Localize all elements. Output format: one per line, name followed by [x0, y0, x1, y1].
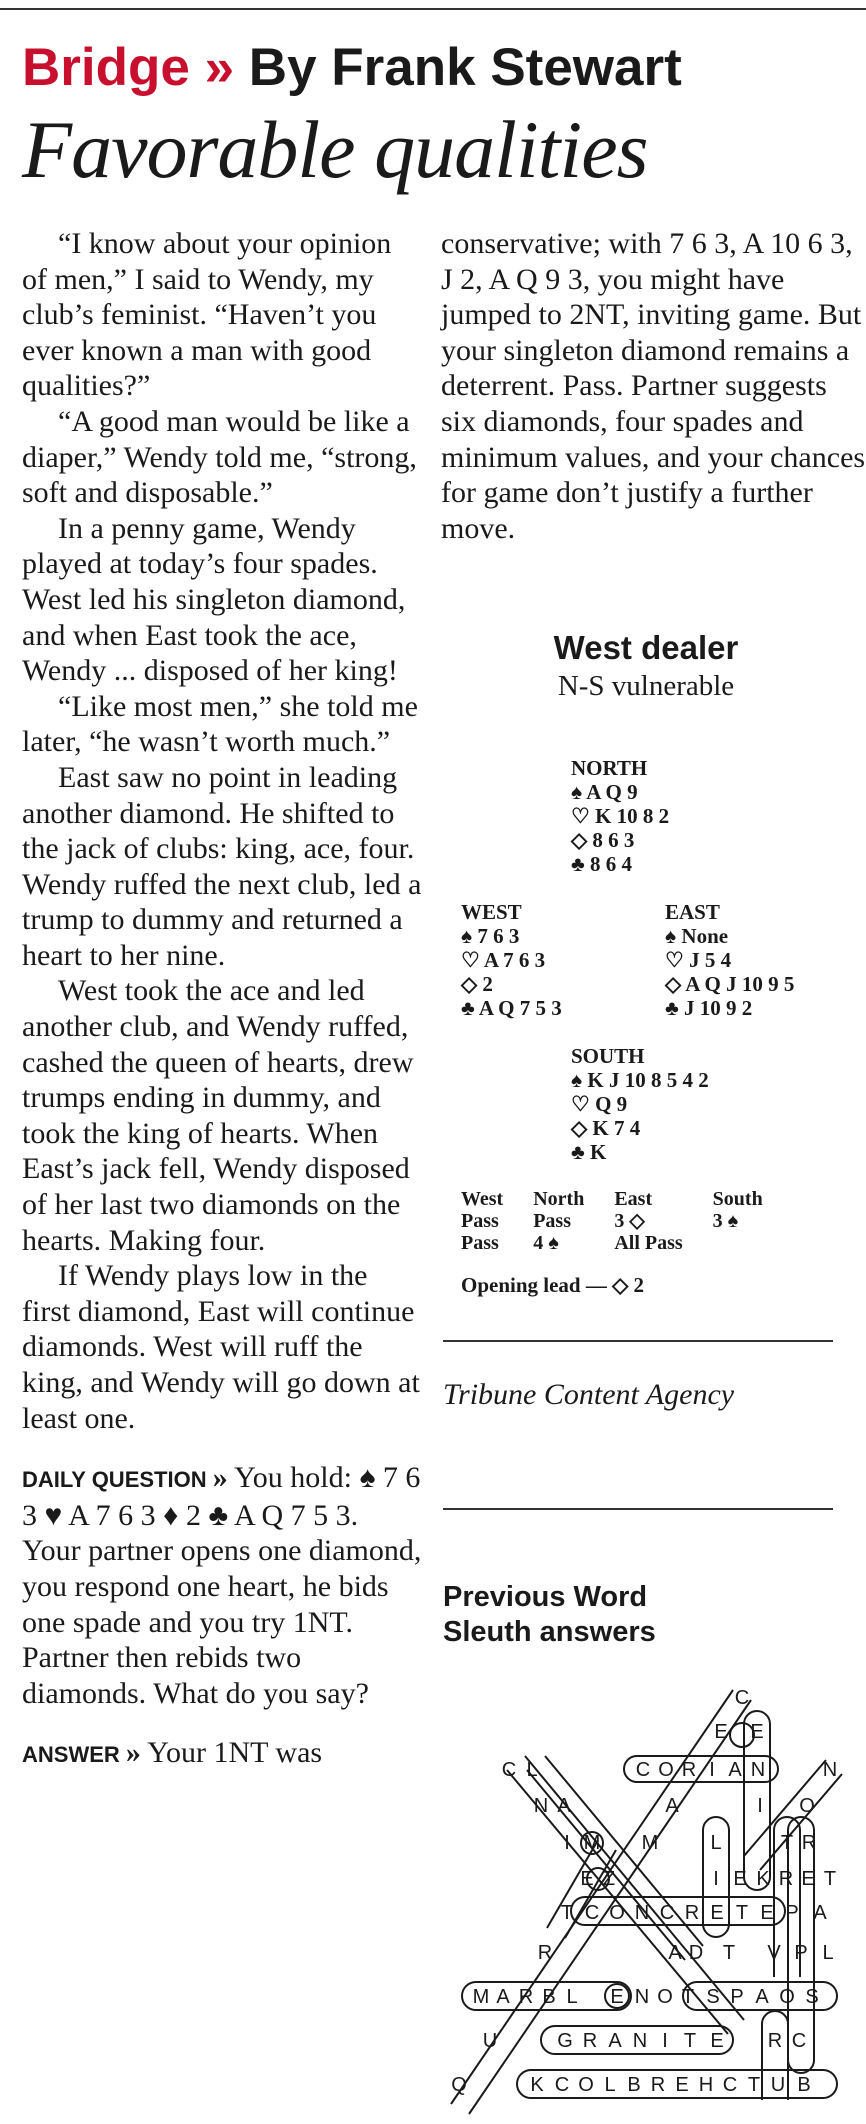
answer-start — [22, 1735, 422, 1773]
paragraph: “Like most men,” she told me later, “he wasn’t worth much.” — [22, 689, 418, 759]
grid-letter: A — [813, 1902, 827, 1924]
grid-letter: L — [566, 1986, 578, 2008]
headline: Favorable qualities — [22, 104, 648, 195]
spades: ♠ A Q 9 — [571, 780, 638, 804]
previous-title-line: Previous Word — [443, 1581, 648, 1613]
grid-letter: M — [583, 1832, 601, 1854]
paragraph: West took the ace and led another club, and Wendy ruffed, cashed the queen of hearts, drew trumps ending in dummy, and took the king of hearts. When East’s jack fell, Wendy disposed of her last two diamonds on the hearts. Making four. — [22, 974, 414, 1257]
auction-cell: Pass — [461, 1232, 499, 1254]
hand-label: EAST — [665, 900, 720, 924]
grid-letter: K — [756, 1868, 770, 1890]
auction-cell: 3 ◇ — [614, 1210, 645, 1232]
grid-letter: C — [554, 2074, 570, 2096]
clubs: ♣ K — [571, 1140, 607, 1164]
auction-cell — [713, 1232, 793, 1254]
word-loop-diagonal-2 — [527, 1756, 703, 1960]
grid-letter: S — [706, 1986, 720, 2008]
grid-letter: I — [709, 1759, 715, 1781]
hand-label: SOUTH — [571, 1044, 645, 1068]
byline: By Frank Stewart — [248, 38, 682, 97]
diamonds: ◇ 2 — [461, 972, 493, 996]
grid-letter: B — [542, 1986, 556, 2008]
divider — [443, 1340, 833, 1342]
top-rule — [0, 8, 866, 10]
grid-letter: M — [641, 1832, 659, 1854]
hand-north — [571, 756, 669, 876]
grid-letter: Q — [451, 2074, 467, 2096]
grid-letter: T — [747, 2074, 761, 2096]
grid-letter: T — [823, 1868, 837, 1890]
grid-letter: A — [755, 1986, 769, 2008]
auction-header — [461, 1188, 793, 1210]
auction — [461, 1188, 793, 1254]
grid-letter: U — [482, 2030, 498, 2052]
hearts: ♡ J 5 4 — [665, 948, 732, 972]
section-kicker — [22, 38, 852, 98]
grid-letter: E — [675, 2074, 689, 2096]
grid-letter: R — [537, 1942, 553, 1964]
answer-label: ANSWER » — [22, 1736, 141, 1770]
daily-question — [22, 1460, 422, 1711]
grid-letter: V — [767, 1942, 781, 1964]
grid-letter: A — [665, 1795, 679, 1817]
hearts: ♡ A 7 6 3 — [461, 948, 546, 972]
grid-letter: R — [681, 1759, 697, 1781]
grid-letter: K — [530, 2074, 544, 2096]
hand-south — [571, 1044, 709, 1164]
grid-letter: E — [580, 1868, 594, 1890]
auction-cell: South — [712, 1188, 763, 1210]
grid-letter: O — [609, 1902, 625, 1924]
grid-letter: H — [698, 2074, 714, 2096]
hand-east — [665, 900, 794, 1020]
spades: ♠ None — [665, 924, 729, 948]
auction-cell: Pass — [461, 1210, 499, 1232]
grid-letters — [451, 1687, 837, 2096]
auction-cell: 3 ♠ — [712, 1210, 739, 1232]
grid-letter: O — [779, 1986, 795, 2008]
grid-letter: T — [683, 2030, 697, 2052]
grid-letter: L — [604, 2074, 616, 2096]
grid-letter: T — [560, 1902, 574, 1924]
paragraph: If Wendy plays low in the first diamond, East will continue diamonds. West will ruff the king, and Wendy will go down at least one. — [22, 1259, 420, 1435]
diamonds: ◇ K 7 4 — [571, 1116, 641, 1140]
auction-row — [461, 1210, 793, 1232]
paragraph: East saw no point in leading another diamond. He shifted to the jack of clubs: king, ace, four. Wendy ruffed the next club, led a trump to dummy and returned a heart to her nine. — [22, 760, 422, 972]
paragraph: In a penny game, Wendy played at today’s four spades. West led his singleton diamond, and when East took the ace, Wendy ... disposed of her king! — [22, 511, 406, 688]
grid-letter: E — [760, 1902, 774, 1924]
dealer-heading: West dealer — [553, 629, 739, 666]
grid-letter: R — [684, 1902, 700, 1924]
grid-letter: O — [657, 1986, 673, 2008]
grid-letter: C — [635, 1759, 651, 1781]
divider — [443, 1508, 833, 1510]
right-column — [441, 226, 866, 546]
grid-letter: R — [778, 1868, 794, 1890]
hand-label: WEST — [461, 900, 522, 924]
vulnerability: N-S vulnerable — [557, 670, 735, 702]
paragraph: “I know about your opinion of men,” I said to Wendy, my club’s feminist. “Haven’t you ever known a man with good qualities?” — [22, 227, 392, 403]
grid-letter: P — [730, 1986, 744, 2008]
grid-letter: S — [805, 1986, 819, 2008]
hand-label: NORTH — [571, 756, 648, 780]
clubs: ♣ 8 6 4 — [571, 852, 633, 876]
grid-letter: T — [780, 1832, 794, 1854]
grid-letter: L — [822, 1942, 834, 1964]
grid-letter: N — [822, 1759, 838, 1781]
grid-letter: I — [757, 1795, 763, 1817]
diamonds: ◇ 8 6 3 — [571, 828, 635, 852]
grid-letter: A — [557, 1795, 571, 1817]
auction-table — [461, 1188, 793, 1254]
section-name: Bridge » — [22, 38, 235, 97]
grid-letter: E — [733, 1868, 747, 1890]
grid-letter: C — [734, 1687, 750, 1709]
grid-letter: A — [608, 2030, 622, 2052]
grid-letter: R — [518, 1986, 534, 2008]
bridge-deal — [441, 628, 851, 1297]
grid-letter: A — [728, 1759, 742, 1781]
auction-row — [461, 1232, 793, 1254]
grid-letter: A — [668, 1942, 682, 1964]
spades: ♠ 7 6 3 — [461, 924, 520, 948]
hearts: ♡ Q 9 — [571, 1092, 628, 1116]
auction-cell: East — [614, 1188, 653, 1210]
agency-credit: Tribune Content Agency — [443, 1378, 735, 1411]
grid-letter: O — [799, 1795, 815, 1817]
grid-letter: R — [801, 1832, 817, 1854]
grid-letter: B — [797, 2074, 811, 2096]
grid-letter: E — [710, 1902, 724, 1924]
grid-letter: G — [557, 2030, 573, 2052]
grid-letter: C — [584, 1902, 600, 1924]
auction-cell: North — [533, 1188, 585, 1210]
grid-letter: C — [501, 1759, 517, 1781]
grid-letter: E — [610, 1986, 624, 2008]
grid-letter: P — [785, 1902, 799, 1924]
hearts: ♡ K 10 8 2 — [571, 804, 670, 828]
grid-letter: C — [659, 1902, 675, 1924]
spades: ♠ K J 10 8 5 4 2 — [571, 1068, 709, 1092]
grid-letter: N — [634, 1986, 650, 2008]
grid-letter: N — [533, 1795, 549, 1817]
grid-letter: N — [632, 2030, 648, 2052]
grid-letter: D — [688, 1942, 704, 1964]
daily-question-label: DAILY QUESTION » — [22, 1461, 228, 1495]
hand-west — [461, 900, 562, 1020]
auction-cell: Pass — [533, 1210, 572, 1232]
auction-cell: All Pass — [614, 1232, 683, 1254]
grid-letter: E — [801, 1868, 815, 1890]
grid-letter: T — [681, 1986, 695, 2008]
grid-letter: O — [578, 2074, 594, 2096]
grid-letter: N — [634, 1902, 650, 1924]
grid-letter: R — [767, 2030, 783, 2052]
grid-letter: I — [564, 1832, 570, 1854]
grid-letter: E — [710, 2030, 724, 2052]
grid-letter: C — [791, 2030, 807, 2052]
answer-text-continued: conservative; with 7 6 3, A 10 6 3, J 2, A Q 9 3, you might have jumped to 2NT, inviting game. But your singleton diamond remains a deterrent. Pass. Partner suggests six diamonds, four spades and minimum values, and your chances for game don’t justify a further move. — [441, 227, 866, 545]
grid-letter: O — [658, 1759, 674, 1781]
previous-answers-title — [443, 1580, 656, 1650]
grid-letter: T — [735, 1902, 749, 1924]
word-sleuth-grid — [440, 1670, 866, 2120]
grid-letter: R — [582, 2030, 598, 2052]
grid-letter: P — [794, 1942, 808, 1964]
grid-letter: U — [770, 2074, 786, 2096]
grid-letter: R — [650, 2074, 666, 2096]
grid-letter: B — [627, 2074, 641, 2096]
grid-letter: E — [714, 1721, 728, 1743]
word-loop-concrete — [571, 1897, 785, 1925]
clubs: ♣ A Q 7 5 3 — [461, 996, 562, 1020]
grid-letter: C — [722, 2074, 738, 2096]
grid-letter: N — [750, 1759, 766, 1781]
grid-letter: L — [526, 1759, 538, 1781]
header — [22, 38, 852, 196]
auction-cell: West — [461, 1188, 504, 1210]
diamonds: ◇ A Q J 10 9 5 — [665, 972, 795, 996]
grid-letter: I — [713, 1868, 719, 1890]
previous-title-line: Sleuth answers — [443, 1616, 656, 1648]
grid-letter: L — [710, 1832, 722, 1854]
grid-letter: I — [662, 2030, 668, 2052]
left-column — [22, 226, 422, 1773]
opening-lead: Opening lead — ◇ 2 — [461, 1273, 645, 1297]
clubs: ♣ J 10 9 2 — [665, 996, 753, 1020]
grid-letter: T — [722, 1942, 736, 1964]
grid-letter: A — [496, 1986, 510, 2008]
paragraph: “A good man would be like a diaper,” Wendy told me, “strong, soft and disposable.” — [22, 404, 417, 510]
grid-letter: M — [472, 1986, 490, 2008]
daily-question-text: You hold: ♠ 7 6 3 ♥ A 7 6 3 ♦ 2 ♣ A Q 7 5 3. Your partner opens one diamond, you respond one heart, he bids one spade and you try 1NT. Partner then rebids two diamonds. What do you say? — [22, 1461, 422, 1710]
grid-letter: E — [750, 1721, 764, 1743]
grid-letter: Z — [602, 1868, 616, 1890]
auction-cell: 4 ♠ — [533, 1232, 559, 1254]
answer-text-start: Your 1NT was — [147, 1736, 323, 1770]
